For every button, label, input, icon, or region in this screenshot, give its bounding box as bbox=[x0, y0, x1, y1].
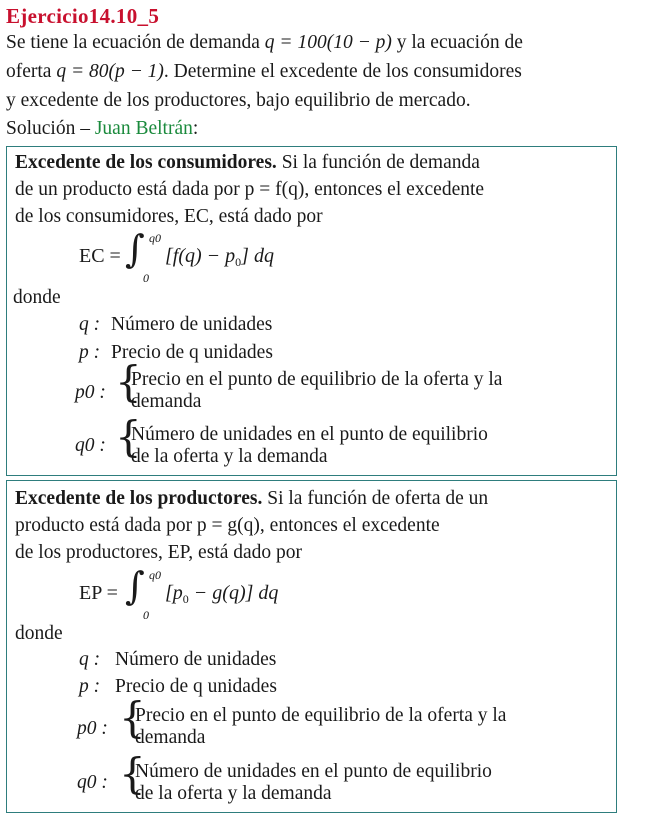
def-q0-symbol: q0 : bbox=[75, 435, 106, 456]
producer-text-line-2: producto está dada por p = g(q), entonces el excedente bbox=[15, 515, 440, 536]
consumer-surplus-box bbox=[6, 146, 617, 476]
def-p-symbol: p : bbox=[79, 676, 101, 697]
producer-heading-line bbox=[15, 488, 488, 510]
statement-text: Se tiene la ecuación de demanda bbox=[6, 32, 265, 53]
def-p-text: Precio de q unidades bbox=[111, 342, 273, 363]
statement-line-1 bbox=[6, 32, 523, 54]
def-q0-symbol: q0 : bbox=[77, 772, 108, 793]
def-p-symbol: p : bbox=[79, 342, 101, 363]
statement-text: oferta bbox=[6, 61, 57, 82]
donde-label: donde bbox=[15, 623, 63, 644]
colon: : bbox=[192, 118, 199, 139]
lower-limit: 0 bbox=[143, 271, 149, 285]
producer-surplus-box bbox=[6, 480, 617, 813]
lower-limit: 0 bbox=[143, 608, 149, 622]
def-q0-line-2: de la oferta y la demanda bbox=[135, 783, 332, 804]
def-p0-symbol: p0 : bbox=[75, 382, 106, 403]
producer-formula-body: $[p_0 - g(q)]$ dq bbox=[165, 582, 279, 606]
brace: { bbox=[115, 412, 142, 461]
def-q-text: Número de unidades bbox=[111, 314, 273, 335]
exercise-title: Ejercicio14.10_5 bbox=[6, 4, 160, 28]
def-q0-line-1: Número de unidades en el punto de equilibrio bbox=[131, 424, 488, 445]
producer-heading: Excedente de los productores. bbox=[15, 488, 263, 509]
donde-label: donde bbox=[13, 287, 61, 308]
formula-body: [f(q) − p bbox=[165, 245, 236, 267]
statement-text: y la ecuación de bbox=[391, 32, 523, 53]
def-q-text: Número de unidades bbox=[115, 649, 277, 670]
formula-end: − g(q)] dq bbox=[188, 582, 279, 604]
consumer-text-line-2: de un producto está dada por p = f(q), entonces el excedente bbox=[15, 179, 485, 200]
author-name: Juan Beltrán bbox=[94, 118, 193, 139]
def-p-text: Precio de q unidades bbox=[115, 676, 277, 697]
upper-limit: q0 bbox=[149, 231, 161, 245]
consumer-heading-line bbox=[15, 152, 480, 174]
demand-equation: q = 100(10 − p) bbox=[264, 32, 392, 53]
integral-sign: ∫ bbox=[125, 227, 145, 271]
producer-text: Si la función de oferta de un bbox=[262, 488, 489, 509]
def-q0-line-1: Número de unidades en el punto de equilibrio bbox=[135, 761, 492, 782]
def-p0-symbol: p0 : bbox=[77, 718, 108, 739]
producer-formula-lhs: EP = bbox=[79, 582, 118, 604]
def-p0-line-2: demanda bbox=[135, 727, 206, 748]
def-q-symbol: q : bbox=[79, 314, 101, 335]
consumer-text-line-3: de los consumidores, EC, está dado por bbox=[15, 206, 323, 227]
integral-sign: ∫ bbox=[125, 564, 145, 608]
def-p0-line-1: Precio en el punto de equilibrio de la oferta y la bbox=[131, 369, 503, 390]
statement-text: . Determine el excedente de los consumidores bbox=[163, 61, 522, 82]
def-p0-line-2: demanda bbox=[131, 391, 202, 412]
def-p0-line-1: Precio en el punto de equilibrio de la oferta y la bbox=[135, 705, 507, 726]
upper-limit: q0 bbox=[149, 568, 161, 582]
solution-line bbox=[6, 118, 198, 140]
solution-label: Solución – bbox=[6, 118, 95, 139]
consumer-formula-lhs: EC = bbox=[79, 245, 121, 267]
brace: { bbox=[115, 357, 142, 406]
def-q-symbol: q : bbox=[79, 649, 101, 670]
formula-body: [p bbox=[165, 582, 183, 604]
brace: { bbox=[119, 749, 146, 798]
brace: { bbox=[119, 693, 146, 742]
supply-equation: q = 80(p − 1) bbox=[56, 61, 164, 82]
statement-line-3: y excedente de los productores, bajo equilibrio de mercado. bbox=[6, 90, 471, 111]
consumer-formula-body: $[f(q) - p_0]$ dq bbox=[165, 245, 274, 269]
producer-text-line-3: de los productores, EP, está dado por bbox=[15, 542, 303, 563]
consumer-heading: Excedente de los consumidores. bbox=[15, 152, 277, 173]
formula-end: ] dq bbox=[241, 245, 274, 267]
def-q0-line-2: de la oferta y la demanda bbox=[131, 446, 328, 467]
consumer-text: Si la función de demanda bbox=[276, 152, 480, 173]
statement-line-2 bbox=[6, 61, 522, 83]
